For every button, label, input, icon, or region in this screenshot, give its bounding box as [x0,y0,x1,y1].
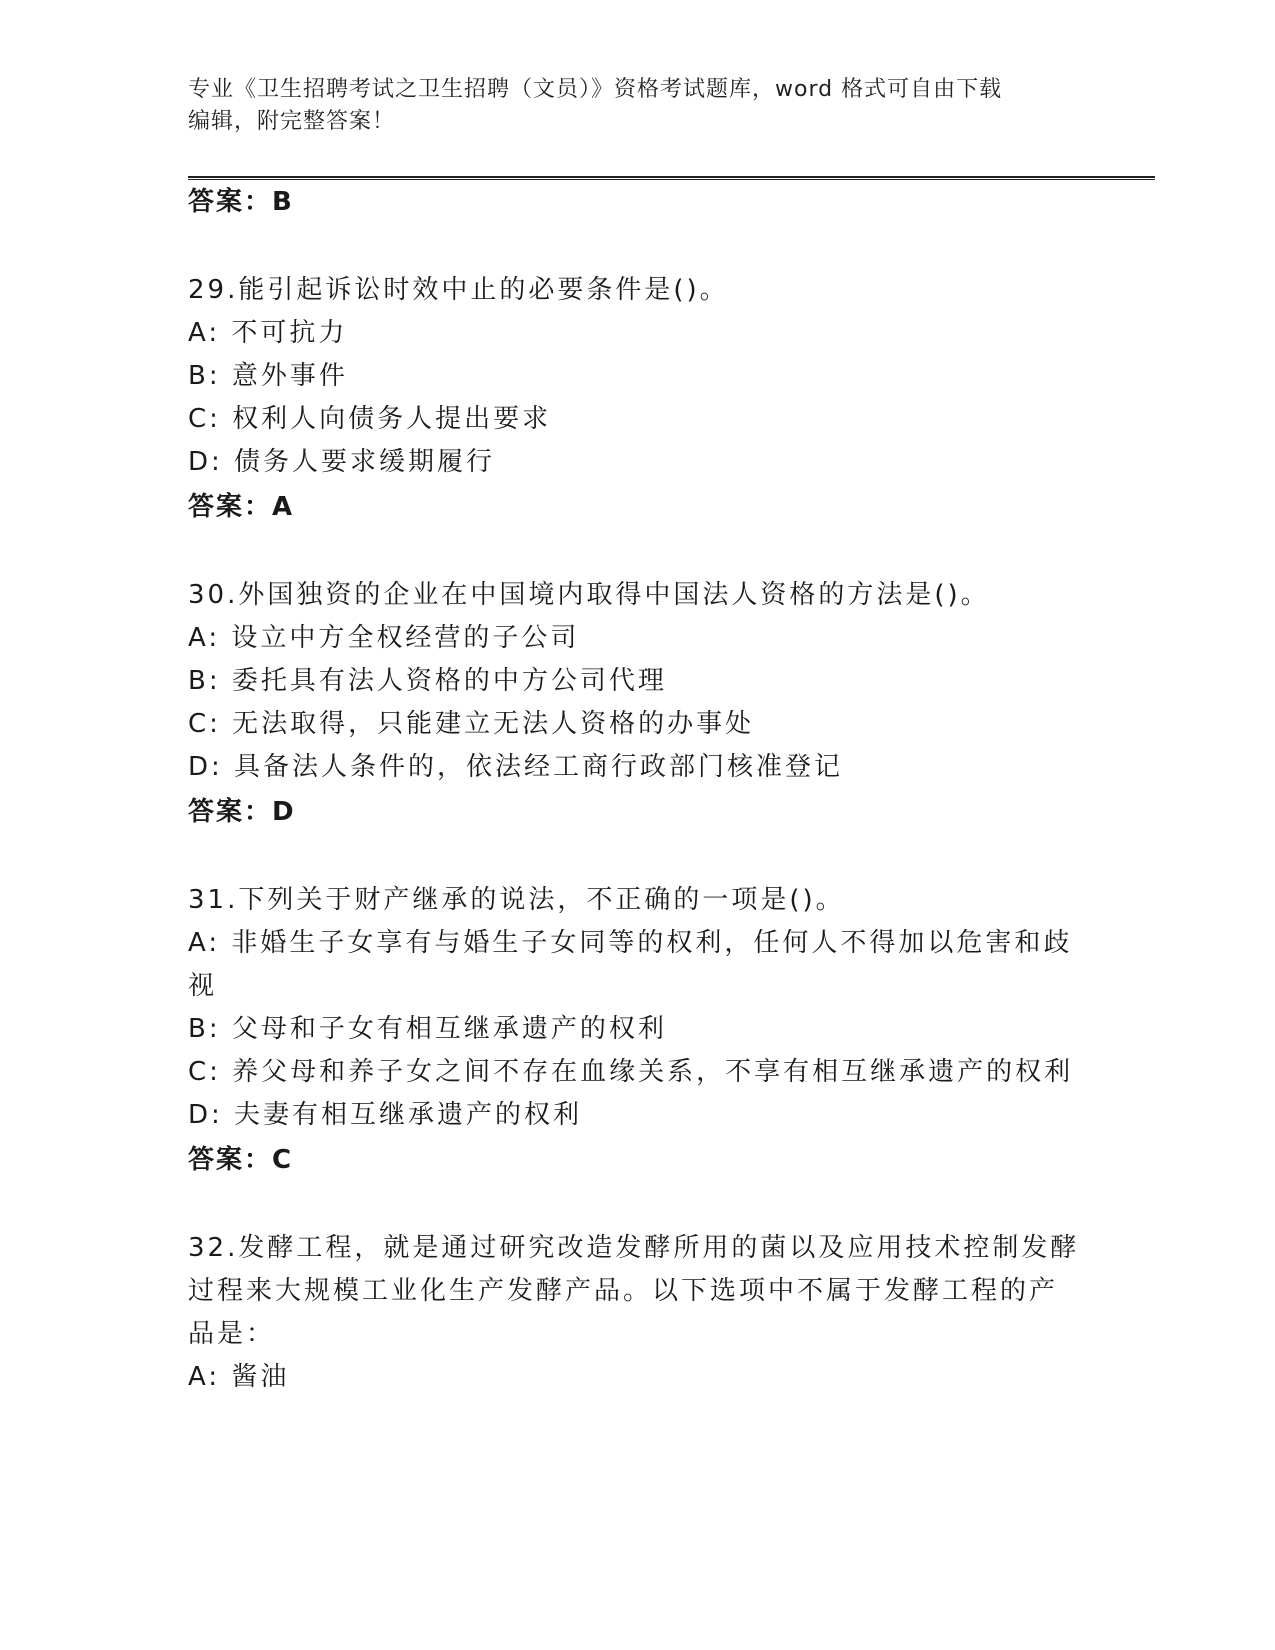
header-line-1: 专业《卫生招聘考试之卫生招聘（文员）》资格考试题库，word 格式可自由下载 [188,77,1003,102]
question-30-option-a: A: 设立中方全权经营的子公司 [188,623,580,653]
question-31-option-a-continued: 视 [188,971,218,1001]
question-29-answer: 答案：A [188,492,295,522]
question-31-option-a: A: 非婚生子女享有与婚生子女同等的权利，任何人不得加以危害和歧 [188,928,1073,958]
question-29-option-b: B: 意外事件 [188,361,348,391]
question-29-option-c: C: 权利人向债务人提出要求 [188,404,552,434]
question-29-option-d: D: 债务人要求缓期履行 [188,447,496,477]
previous-answer: 答案：B [188,187,294,217]
question-32-option-a: A: 酱油 [188,1362,290,1392]
question-32-text-line-3: 品是： [188,1319,276,1349]
question-32-text-line-2: 过程来大规模工业化生产发酵产品。以下选项中不属于发酵工程的产 [188,1276,1059,1306]
question-31-text: 31.下列关于财产继承的说法，不正确的一项是()。 [188,885,845,915]
question-31-option-c: C: 养父母和养子女之间不存在血缘关系，不享有相互继承遗产的权利 [188,1057,1074,1087]
question-31-option-d: D: 夫妻有相互继承遗产的权利 [188,1100,583,1130]
question-30-option-b: B: 委托具有法人资格的中方公司代理 [188,666,667,696]
header-divider [188,176,1155,180]
question-29-text: 29.能引起诉讼时效中止的必要条件是()。 [188,275,729,305]
question-30-option-d: D: 具备法人条件的，依法经工商行政部门核准登记 [188,752,844,782]
header-line-2: 编辑，附完整答案！ [188,109,396,134]
question-29-option-a: A: 不可抗力 [188,318,348,348]
question-31-answer: 答案：C [188,1145,294,1175]
question-30-option-c: C: 无法取得，只能建立无法人资格的办事处 [188,709,755,739]
question-30-answer: 答案：D [188,797,296,827]
question-31-option-b: B: 父母和子女有相互继承遗产的权利 [188,1014,667,1044]
question-30-text: 30.外国独资的企业在中国境内取得中国法人资格的方法是()。 [188,580,990,610]
question-32-text-line-1: 32.发酵工程，就是通过研究改造发酵所用的菌以及应用技术控制发酵 [188,1233,1080,1263]
document-header [188,74,1088,138]
